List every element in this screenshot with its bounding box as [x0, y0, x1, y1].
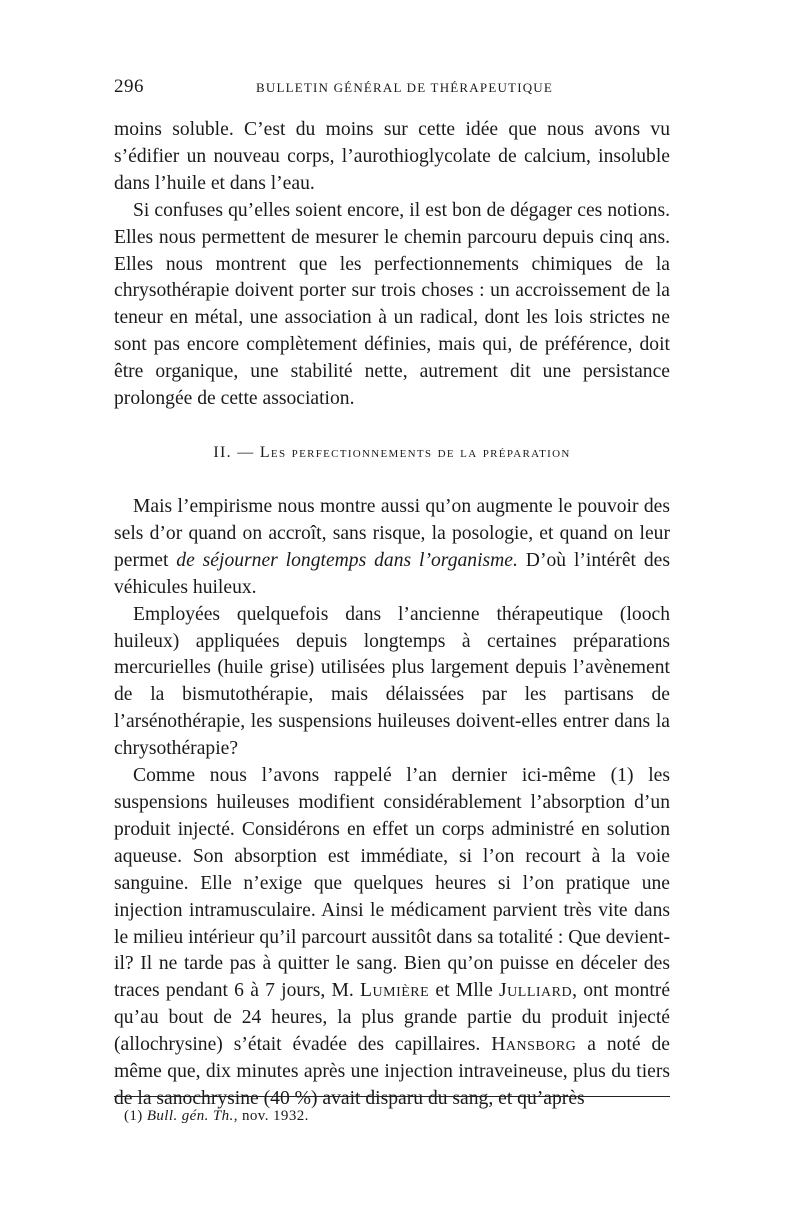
- paragraph-5-text-d: a noté de même que, dix minutes après une injection intraveineuse, plus du tiers de la sanochrysine (40 %) avait disparu du sang, et qu’après: [114, 1034, 670, 1109]
- footnote: [124, 1108, 309, 1125]
- paragraph-5-text-a: Comme nous l’avons rappelé l’an dernier ici-même (1) les suspensions huileuses modifient considérablement l’absorption d’un produit injecté. Considérons en effet un corps administré en solution aqueuse. Son absorption est immédiate, si l’on recourt à la voie sanguine. Elle n’exige que quelques heures si l’on pratique une injection intramusculaire. Ainsi le médicament parvient très vite dans le milieu intérieur qu’il parcourt aussitôt dans sa totalité : Que devient-il? Il ne tarde pas à quitter le sang. Bien qu’on puisse en déceler des traces pendant 6 à 7 jours, M.: [114, 765, 670, 1002]
- footnote-date: , nov. 1932.: [233, 1108, 309, 1124]
- text-block-before-section: [114, 117, 670, 413]
- page-number: 296: [114, 76, 144, 97]
- paragraph-3: [114, 494, 670, 602]
- paragraph-3-italic: de séjourner longtemps dans l’organisme.: [176, 549, 518, 571]
- paragraph-5-text-c: , ont montré qu’au bout de 24 heures, la plus grande partie du produit injecté (allochrysine) s’était évadée des capillaires.: [114, 980, 671, 1056]
- author-name-lumiere: Lumière: [360, 980, 430, 1002]
- section-heading: [114, 444, 670, 462]
- author-name-hansborg: Hansborg: [491, 1034, 577, 1056]
- paragraph-1: moins soluble. C’est du moins sur cette idée que nous avons vu s’édifier un nouveau corps, l’aurothioglycolate de calcium, insoluble dans l’huile et dans l’eau.: [114, 119, 670, 194]
- paragraph-3-end: D’où l’intérêt des véhicules huileux.: [114, 549, 670, 598]
- journal-title: BULLETIN GÉNÉRAL DE THÉRAPEUTIQUE: [256, 80, 554, 95]
- paragraph-5-text-b: et Mlle: [429, 980, 500, 1002]
- text-block-after-section: [114, 494, 670, 1113]
- author-name-julliard: Julliard: [499, 980, 573, 1002]
- paragraph-4: Employées quelquefois dans l’ancienne thérapeutique (looch huileux) appliquées depuis longtemps à certaines préparations mercurielles (huile grise) utilisées plus largement depuis l’avènement de la bismutothérapie, mais délaissées par les partisans de l’arsénothérapie, les suspensions huileuses doivent-elles entrer dans la chrysothérapie?: [114, 603, 670, 760]
- paragraph-5: [114, 763, 670, 1113]
- footnote-divider: [114, 1096, 670, 1097]
- paragraph-2: Si confuses qu’elles soient encore, il est bon de dégager ces notions. Elles nous permettent de mesurer le chemin parcouru depuis cinq ans. Elles nous montrent que les perfectionnements chimiques de la chrysothérapie doivent porter sur trois choses : un accroissement de la teneur en métal, une association à un radical, dont les lois strictes ne sont pas encore complètement définies, mais qui, de préférence, doit être organique, une stabilité nette, autrement dit une persistance prolongée de cette association.: [114, 199, 670, 410]
- footnote-marker: (1): [124, 1108, 147, 1124]
- footnote-source: Bull. gén. Th.: [146, 1108, 234, 1124]
- section-heading-text: II. — Les perfectionnements de la préparation: [213, 444, 571, 461]
- paragraph-3-text: Mais l’empirisme nous montre aussi qu’on augmente le pouvoir des sels d’or quand on accroît, sans risque, la posologie, et quand on leur permet: [114, 496, 670, 571]
- running-header: [114, 76, 670, 102]
